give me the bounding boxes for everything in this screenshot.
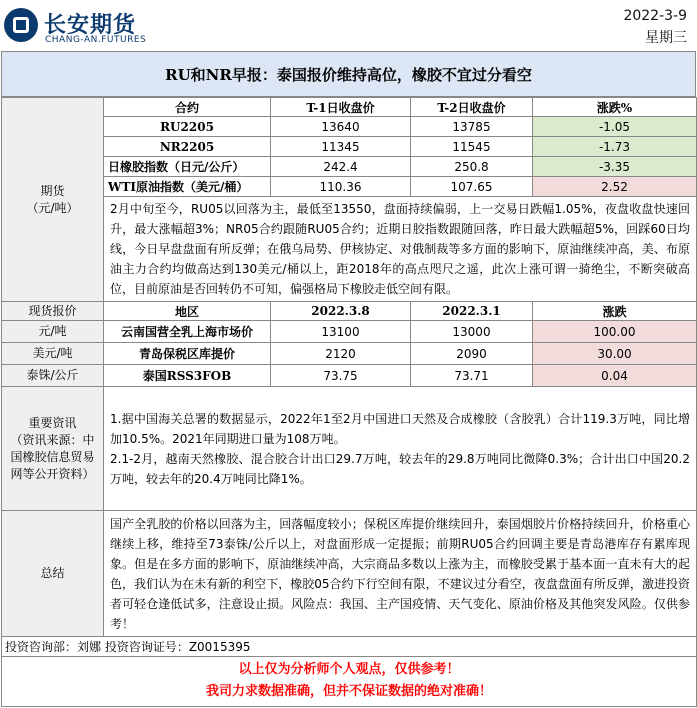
- spot-value-1: 73.75: [271, 365, 411, 387]
- news-label: 重要资讯 （资讯来源：中国橡胶信息贸易网等公开资料）: [2, 387, 104, 511]
- spot-value-1: 2120: [271, 343, 411, 365]
- futures-contract: 日橡胶指数（日元/公斤）: [104, 157, 271, 177]
- futures-row: [2, 137, 697, 157]
- spot-header-date2: 2022.3.1: [411, 302, 533, 321]
- futures-t2: 11545: [411, 137, 533, 157]
- spot-change: 100.00: [533, 321, 697, 343]
- spot-region: 青岛保税区库提价: [104, 343, 271, 365]
- futures-t1: 110.36: [271, 177, 411, 197]
- spot-header-change: 涨跌: [533, 302, 697, 321]
- futures-change: -1.05: [533, 117, 697, 137]
- futures-header-contract: 合约: [104, 98, 271, 117]
- futures-contract: NR2205: [104, 137, 271, 157]
- futures-row: [2, 157, 697, 177]
- futures-header-t1: T-1日收盘价: [271, 98, 411, 117]
- summary-label: 总结: [2, 511, 104, 637]
- report-table: [1, 97, 697, 707]
- news-item: 2.1-2月，越南天然橡胶、混合胶合计出口29.7万吨，较去年的29.8万吨同比微降0.3%；合计出口中国20.2万吨，较去年的20.4万吨同比降1%。: [110, 451, 690, 486]
- futures-row: [2, 177, 697, 197]
- report-weekday: 星期三: [645, 30, 687, 46]
- report-title: RU和NR早报：泰国报价维持高位，橡胶不宜过分看空: [1, 51, 696, 97]
- spot-label: 现货报价: [2, 302, 104, 321]
- spot-unit: 泰铢/公斤: [2, 365, 104, 387]
- company-logo-icon: [4, 8, 38, 42]
- disclaimer-line-1: 以上仅为分析师个人观点，仅供参考！: [238, 662, 460, 677]
- futures-commentary: 2月中旬至今，RU05以回落为主，最低至13550，盘面持续偏弱，上一交易日跌幅1.05%，夜盘收盘快速回升，最大涨幅超3%；NR05合约跟随RU05合约；近期日胶指数跟随回落，昨日最大跌幅超5%，回踩60日均线，今日早盘盘面有所反弹；在俄乌局势、伊核协定、对俄制裁等多方面的影响下，原油继续冲高，美、布原油主力合约均做高达到130美元/桶以上，距2018年的高点咫尺之遥，此次上涨可谓一骑绝尘，不断突破高位，目前原油是否回转仍不可知，偏强格局下橡胶走低空间有限。: [104, 197, 697, 302]
- spot-row: [2, 365, 697, 387]
- spot-header-region: 地区: [104, 302, 271, 321]
- spot-row: [2, 321, 697, 343]
- futures-label: 期货 （元/吨）: [2, 98, 104, 302]
- spot-header-date1: 2022.3.8: [271, 302, 411, 321]
- spot-value-1: 13100: [271, 321, 411, 343]
- report-date: 2022-3-9: [623, 8, 687, 24]
- news-content: [104, 387, 697, 511]
- spot-change: 30.00: [533, 343, 697, 365]
- futures-t1: 242.4: [271, 157, 411, 177]
- spot-change: 0.04: [533, 365, 697, 387]
- spot-value-2: 73.71: [411, 365, 533, 387]
- company-name-en: CHANG-AN.FUTURES: [45, 35, 147, 45]
- futures-contract: WTI原油指数（美元/桶）: [104, 177, 271, 197]
- summary-content: 国产全乳胶的价格以回落为主，回落幅度较小；保税区库提价继续回升，泰国烟胶片价格持续回升，价格重心继续上移，维持至73泰铢/公斤以上，对盘面形成一定提振；前期RU05合约回调主要是青岛港库存有累库现象。但是在多方面的影响下，原油继续冲高，大宗商品多数以上涨为主，而橡胶受累于基本面一直未有大的起色，我们认为在未有新的利空下，橡胶05合约下行空间有限，不建议过分看空，夜盘盘面有所反弹，激进投资者可轻仓逢低试多，注意设止损。风险点：我国、主产国疫情、天气变化、原油价格及其他突发风险。仅供参考！: [104, 511, 697, 637]
- futures-t1: 13640: [271, 117, 411, 137]
- futures-change: -3.35: [533, 157, 697, 177]
- spot-unit: 美元/吨: [2, 343, 104, 365]
- futures-t2: 250.8: [411, 157, 533, 177]
- spot-region: 泰国RSS3FOB: [104, 365, 271, 387]
- futures-change: 2.52: [533, 177, 697, 197]
- futures-header-t2: T-2日收盘价: [411, 98, 533, 117]
- futures-t2: 13785: [411, 117, 533, 137]
- futures-change: -1.73: [533, 137, 697, 157]
- spot-value-2: 2090: [411, 343, 533, 365]
- futures-header-change: 涨跌%: [533, 98, 697, 117]
- spot-row: [2, 343, 697, 365]
- disclaimer-block: [2, 657, 697, 707]
- spot-value-2: 13000: [411, 321, 533, 343]
- analyst-info: 投资咨询部：刘娜 投资咨询证号：Z0015395: [2, 637, 697, 657]
- futures-t2: 107.65: [411, 177, 533, 197]
- futures-row: [2, 117, 697, 137]
- company-name: 长安期货: [44, 13, 137, 38]
- spot-region: 云南国营全乳上海市场价: [104, 321, 271, 343]
- futures-contract: RU2205: [104, 117, 271, 137]
- futures-t1: 11345: [271, 137, 411, 157]
- spot-unit: 元/吨: [2, 321, 104, 343]
- disclaimer-line-2: 我司力求数据准确，但并不保证数据的绝对准确！: [205, 684, 492, 699]
- news-item: 1.据中国海关总署的数据显示，2022年1至2月中国进口天然及合成橡胶（含胶乳）合计119.3万吨，同比增加10.5%。2021年同期进口量为108万吨。: [110, 411, 690, 446]
